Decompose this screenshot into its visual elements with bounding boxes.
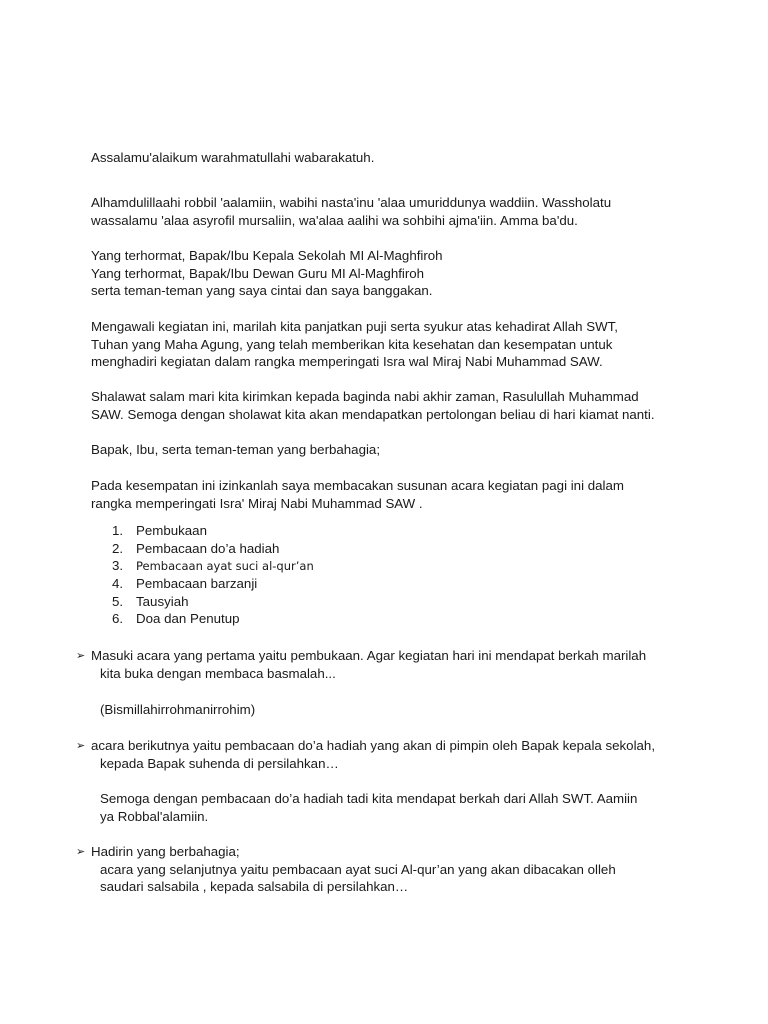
address-paragraph — [91, 441, 691, 459]
section3-line: acara yang selanjutnya yaitu pembacaan ayat suci Al-qur’an yang akan dibacakan olleh — [100, 861, 616, 877]
list-label: Pembacaan barzanji — [136, 576, 258, 591]
salutation-line: serta teman-teman yang saya cintai dan saya banggakan. — [91, 283, 433, 299]
list-number: 2. — [112, 541, 124, 556]
list-item — [112, 593, 188, 611]
list-label: Tausyiah — [136, 594, 189, 609]
section1-line: Masuki acara yang pertama yaitu pembukaan. Agar kegiatan hari ini mendapat berkah marilah — [91, 648, 647, 663]
section2-note-line: Semoga dengan pembacaan do’a hadiah tadi kita mendapat berkah dari Allah SWT. Aamiin — [100, 791, 638, 806]
praise-line: Mengawali kegiatan ini, marilah kita panjatkan puji serta syukur atas kehadirat Allah SWT, — [91, 319, 618, 334]
list-item — [112, 522, 207, 540]
salutation-line: Yang terhormat, Bapak/Ibu Dewan Guru MI Al-Maghfiroh — [91, 265, 425, 281]
greeting-line: Assalamu'alaikum warahmatullahi wabarakatuh. — [91, 150, 375, 165]
list-number: 6. — [112, 611, 124, 626]
arrow-bullet-icon: ➢ — [76, 649, 86, 662]
shalawat-paragraph — [91, 388, 691, 423]
intro-paragraph — [91, 477, 691, 512]
opening-paragraph — [91, 194, 691, 229]
section2-line: acara berikutnya yaitu pembacaan do’a hadiah yang akan di pimpin oleh Bapak kepala sekolah, — [91, 738, 656, 753]
section3-line: Hadirin yang berbahagia; — [91, 844, 240, 859]
section2-note — [100, 790, 700, 825]
greeting — [91, 149, 691, 167]
address-line: Bapak, Ibu, serta teman-teman yang berbahagia; — [91, 442, 381, 457]
section1-note — [100, 701, 700, 719]
shalawat-line: Shalawat salam mari kita kirimkan kepada baginda nabi akhir zaman, Rasulullah Muhammad — [91, 389, 639, 404]
section3-line: saudari salsabila , kepada salsabila di persilahkan… — [100, 879, 409, 895]
arrow-bullet-icon: ➢ — [76, 845, 86, 858]
list-item — [112, 540, 279, 558]
praise-paragraph — [91, 318, 691, 371]
opening-line: Alhamdulillaahi robbil 'aalamiin, wabihi nasta'inu 'alaa umuriddunya waddiin. Wassholatu — [91, 195, 612, 210]
list-label: Doa dan Penutup — [136, 611, 240, 626]
list-number: 3. — [112, 558, 124, 573]
arrow-bullet-icon: ➢ — [76, 739, 86, 752]
intro-line: rangka memperingati Isra' Miraj Nabi Muhammad SAW . — [91, 495, 423, 511]
section1-line: kita buka dengan membaca basmalah... — [100, 665, 336, 681]
opening-line: wassalamu 'alaa asyrofil mursaliin, wa'alaa aalihi wa sohbihi ajma'iin. Amma ba'du. — [91, 212, 578, 228]
section2-line: kepada Bapak suhenda di persilahkan… — [100, 755, 339, 771]
list-label: Pembacaan do’a hadiah — [136, 541, 280, 556]
list-item — [112, 575, 257, 593]
list-number: 5. — [112, 594, 124, 609]
section1-note-line: (Bismillahirrohmanirrohim) — [100, 702, 256, 717]
section1-paragraph — [91, 647, 691, 682]
list-number: 1. — [112, 523, 124, 538]
list-item — [112, 557, 314, 575]
list-item — [112, 610, 240, 628]
section2-note-line: ya Robbal'alamiin. — [100, 808, 209, 824]
praise-line: Tuhan yang Maha Agung, yang telah memberikan kita kesehatan dan kesempatan untuk — [91, 336, 613, 352]
salutations-paragraph — [91, 247, 691, 300]
salutation-line: Yang terhormat, Bapak/Ibu Kepala Sekolah MI Al-Maghfiroh — [91, 248, 443, 263]
intro-line: Pada kesempatan ini izinkanlah saya membacakan susunan acara kegiatan pagi ini dalam — [91, 478, 624, 493]
list-label: Pembukaan — [136, 523, 207, 538]
list-label: Pembacaan ayat suci al-qur’an — [136, 559, 314, 573]
section3-paragraph — [91, 843, 691, 896]
list-number: 4. — [112, 576, 124, 591]
shalawat-line: SAW. Semoga dengan sholawat kita akan mendapatkan pertolongan beliau di hari kiamat nanti. — [91, 406, 655, 422]
section2-paragraph — [91, 737, 691, 772]
praise-line: menghadiri kegiatan dalam rangka memperingati Isra wal Miraj Nabi Muhammad SAW. — [91, 354, 603, 370]
